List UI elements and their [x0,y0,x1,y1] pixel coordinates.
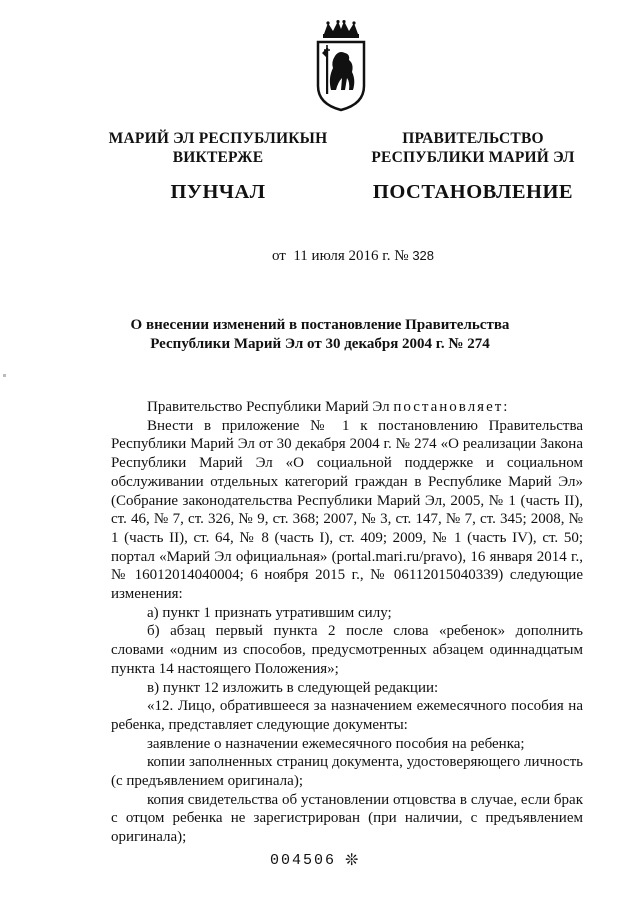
header-left-doc-type: ПУНЧАЛ [170,181,266,203]
subject-line1: О внесении изменений в постановление Правительства [130,317,510,333]
body-paragraph-1: Внести в приложение № 1 к постановлению Правительства Республики Марий Эл от 30 декабря 2004 г. № 274 «О реализации Закона Республики Марий Эл «О социальной поддержке и социальном обслуживании отдельных категорий граждан в Республике Марий Эл» (Собрание законодательства Республики Марий Эл, 2005, № 1 (часть II), ст. 46, № 7, ст. 326, № 9, ст. 368; 2007, № 3, ст. 147, № 7, ст. 345; 2008, № 1 (часть II), ст. 64, № 8 (часть I), ст. 409; 2009, № 1 (часть IV), ст. 50; портал «Марий Эл официальная» (portal.mari.ru/pravo), 16 января 2014 г., № 16012014040004; 6 ноября 2015 г., № 06112015040339) следующие изменения: [111,417,583,603]
date-prefix: от [272,248,286,264]
serial-number: 004506 [270,852,337,869]
header-right [348,129,598,204]
header-right-line2: РЕСПУБЛИКИ МАРИЙ ЭЛ [371,149,575,166]
header-right-line1: ПРАВИТЕЛЬСТВО [402,130,544,147]
header-right-doc-type: ПОСТАНОВЛЕНИЕ [372,181,574,203]
header-left-line2: ВИКТЕРЖЕ [172,149,264,166]
body-intro [111,398,583,417]
header-left [93,129,343,204]
coat-of-arms-emblem [314,20,368,112]
body-paragraph-6: заявление о назначении ежемесячного пособия на ребенка; [147,735,525,752]
intro-start: Правительство Республики Марий Эл [147,399,390,415]
intro-resolves: постановляет: [393,399,510,415]
document-date [272,248,434,265]
document-subject [100,316,540,354]
body-paragraph-3: б) абзац первый пункта 2 после слова «ребенок» дополнить словами «одним из способов, предусмотренных абзацем одиннадцатым пункта 14 настоящего Положения»; [111,623,583,677]
header-left-line1: МАРИЙ ЭЛ РЕСПУБЛИКЫН [108,130,328,147]
body-paragraph-7: копии заполненных страниц документа, удостоверяющего личность (с предъявлением оригинала); [111,754,583,790]
body-paragraph-2: а) пункт 1 признать утратившим силу; [147,604,392,621]
body-paragraph-4: в) пункт 12 изложить в следующей редакции: [147,679,439,696]
subject-line2: Республики Марий Эл от 30 декабря 2004 г. № 274 [150,336,490,352]
document-number: 328 [412,248,435,263]
body-paragraph-5: «12. Лицо, обратившееся за назначением ежемесячного пособия на ребенка, представляет следующие документы: [111,698,583,733]
date-text: 11 июля 2016 г. № [293,248,409,264]
scan-speck [3,374,6,377]
body-paragraph-8: копия свидетельства об установлении отцовства в случае, если брак с отцом ребенка не зарегистрирован (при наличии, с предъявлением оригинала); [111,791,583,846]
serial-mark-icon: ❊ [345,852,359,869]
document-body [111,398,583,847]
